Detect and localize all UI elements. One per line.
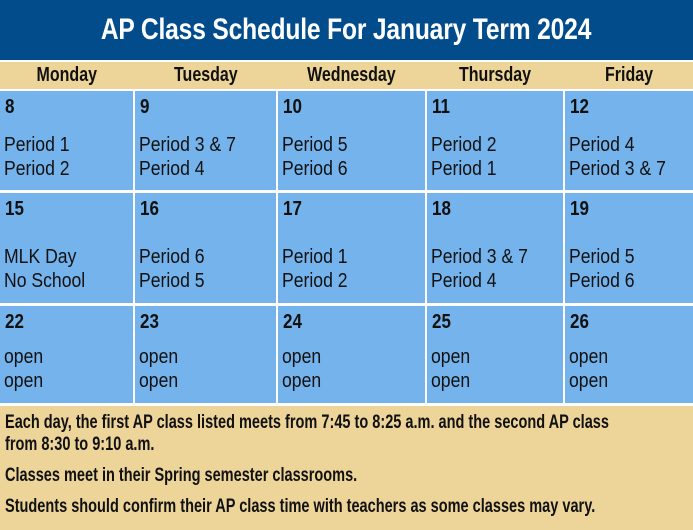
note-confirm: Students should confirm their AP class time with teachers as some classes may vary. [5, 496, 596, 517]
calendar-day-cell [278, 91, 425, 190]
day-header-thursday [427, 62, 563, 89]
date-number: 25 [432, 311, 451, 333]
second-class-period: Period 6 [569, 270, 635, 292]
date-number: 16 [140, 198, 159, 220]
date-number: 11 [432, 96, 450, 118]
day-header-monday [0, 62, 133, 89]
second-class-period: open [139, 370, 179, 392]
second-class-period: Period 4 [431, 270, 497, 292]
date-number: 15 [5, 198, 24, 220]
first-class-period: MLK Day [4, 246, 77, 268]
second-class-period: open [4, 370, 44, 392]
first-class-period: Period 5 [569, 246, 635, 268]
date-number: 18 [432, 198, 451, 220]
first-class-period: Period 3 & 7 [431, 246, 528, 268]
date-number: 23 [140, 311, 159, 333]
calendar-day-cell [278, 306, 425, 403]
second-class-period: Period 5 [139, 270, 205, 292]
second-class-period: Period 2 [282, 270, 348, 292]
date-number: 12 [570, 96, 589, 118]
day-label: Monday [36, 64, 97, 86]
first-class-period: open [431, 346, 471, 368]
weekday-header-row [0, 62, 693, 89]
calendar-day-cell [565, 193, 693, 303]
day-header-tuesday [135, 62, 276, 89]
page-title: AP Class Schedule For January Term 2024 [101, 13, 592, 46]
second-class-period: open [431, 370, 471, 392]
first-class-period: open [4, 346, 44, 368]
date-number: 19 [570, 198, 589, 220]
calendar-day-cell [0, 306, 133, 403]
calendar-day-cell [565, 91, 693, 190]
first-class-period: Period 1 [4, 134, 70, 156]
calendar-day-cell [0, 91, 133, 190]
second-class-period: Period 2 [4, 158, 70, 180]
first-class-period: open [139, 346, 179, 368]
calendar-day-cell [135, 193, 276, 303]
date-number: 10 [283, 96, 302, 118]
note-time-line-1: Each day, the first AP class listed meets from 7:45 to 8:25 a.m. and the second AP class [5, 412, 609, 433]
calendar-day-cell [135, 91, 276, 190]
calendar-day-cell [0, 193, 133, 303]
date-number: 9 [140, 96, 150, 118]
second-class-period: Period 6 [282, 158, 348, 180]
calendar-day-cell [135, 306, 276, 403]
date-number: 17 [283, 198, 302, 220]
day-label: Wednesday [307, 64, 396, 86]
second-class-period: open [282, 370, 322, 392]
first-class-period: Period 3 & 7 [139, 134, 236, 156]
note-time-line-2: from 8:30 to 9:10 a.m. [5, 434, 155, 455]
second-class-period: No School [4, 270, 86, 292]
calendar-day-cell [278, 193, 425, 303]
day-label: Friday [604, 64, 654, 86]
date-number: 26 [570, 311, 589, 333]
first-class-period: Period 5 [282, 134, 348, 156]
title-banner [0, 0, 693, 60]
date-number: 24 [283, 311, 302, 333]
first-class-period: open [282, 346, 322, 368]
first-class-period: open [569, 346, 609, 368]
date-number: 22 [5, 311, 24, 333]
second-class-period: open [569, 370, 609, 392]
first-class-period: Period 6 [139, 246, 205, 268]
day-header-wednesday [278, 62, 425, 89]
first-class-period: Period 2 [431, 134, 497, 156]
date-number: 8 [5, 96, 15, 118]
note-classrooms: Classes meet in their Spring semester classrooms. [5, 465, 358, 486]
first-class-period: Period 4 [569, 134, 635, 156]
calendar-day-cell [427, 306, 563, 403]
day-header-friday [565, 62, 693, 89]
second-class-period: Period 4 [139, 158, 205, 180]
first-class-period: Period 1 [282, 246, 348, 268]
notes-panel [0, 406, 693, 530]
calendar-day-cell [427, 193, 563, 303]
day-label: Thursday [458, 64, 532, 86]
calendar-day-cell [565, 306, 693, 403]
calendar-day-cell [427, 91, 563, 190]
second-class-period: Period 3 & 7 [569, 158, 666, 180]
second-class-period: Period 1 [431, 158, 497, 180]
day-label: Tuesday [173, 64, 238, 86]
